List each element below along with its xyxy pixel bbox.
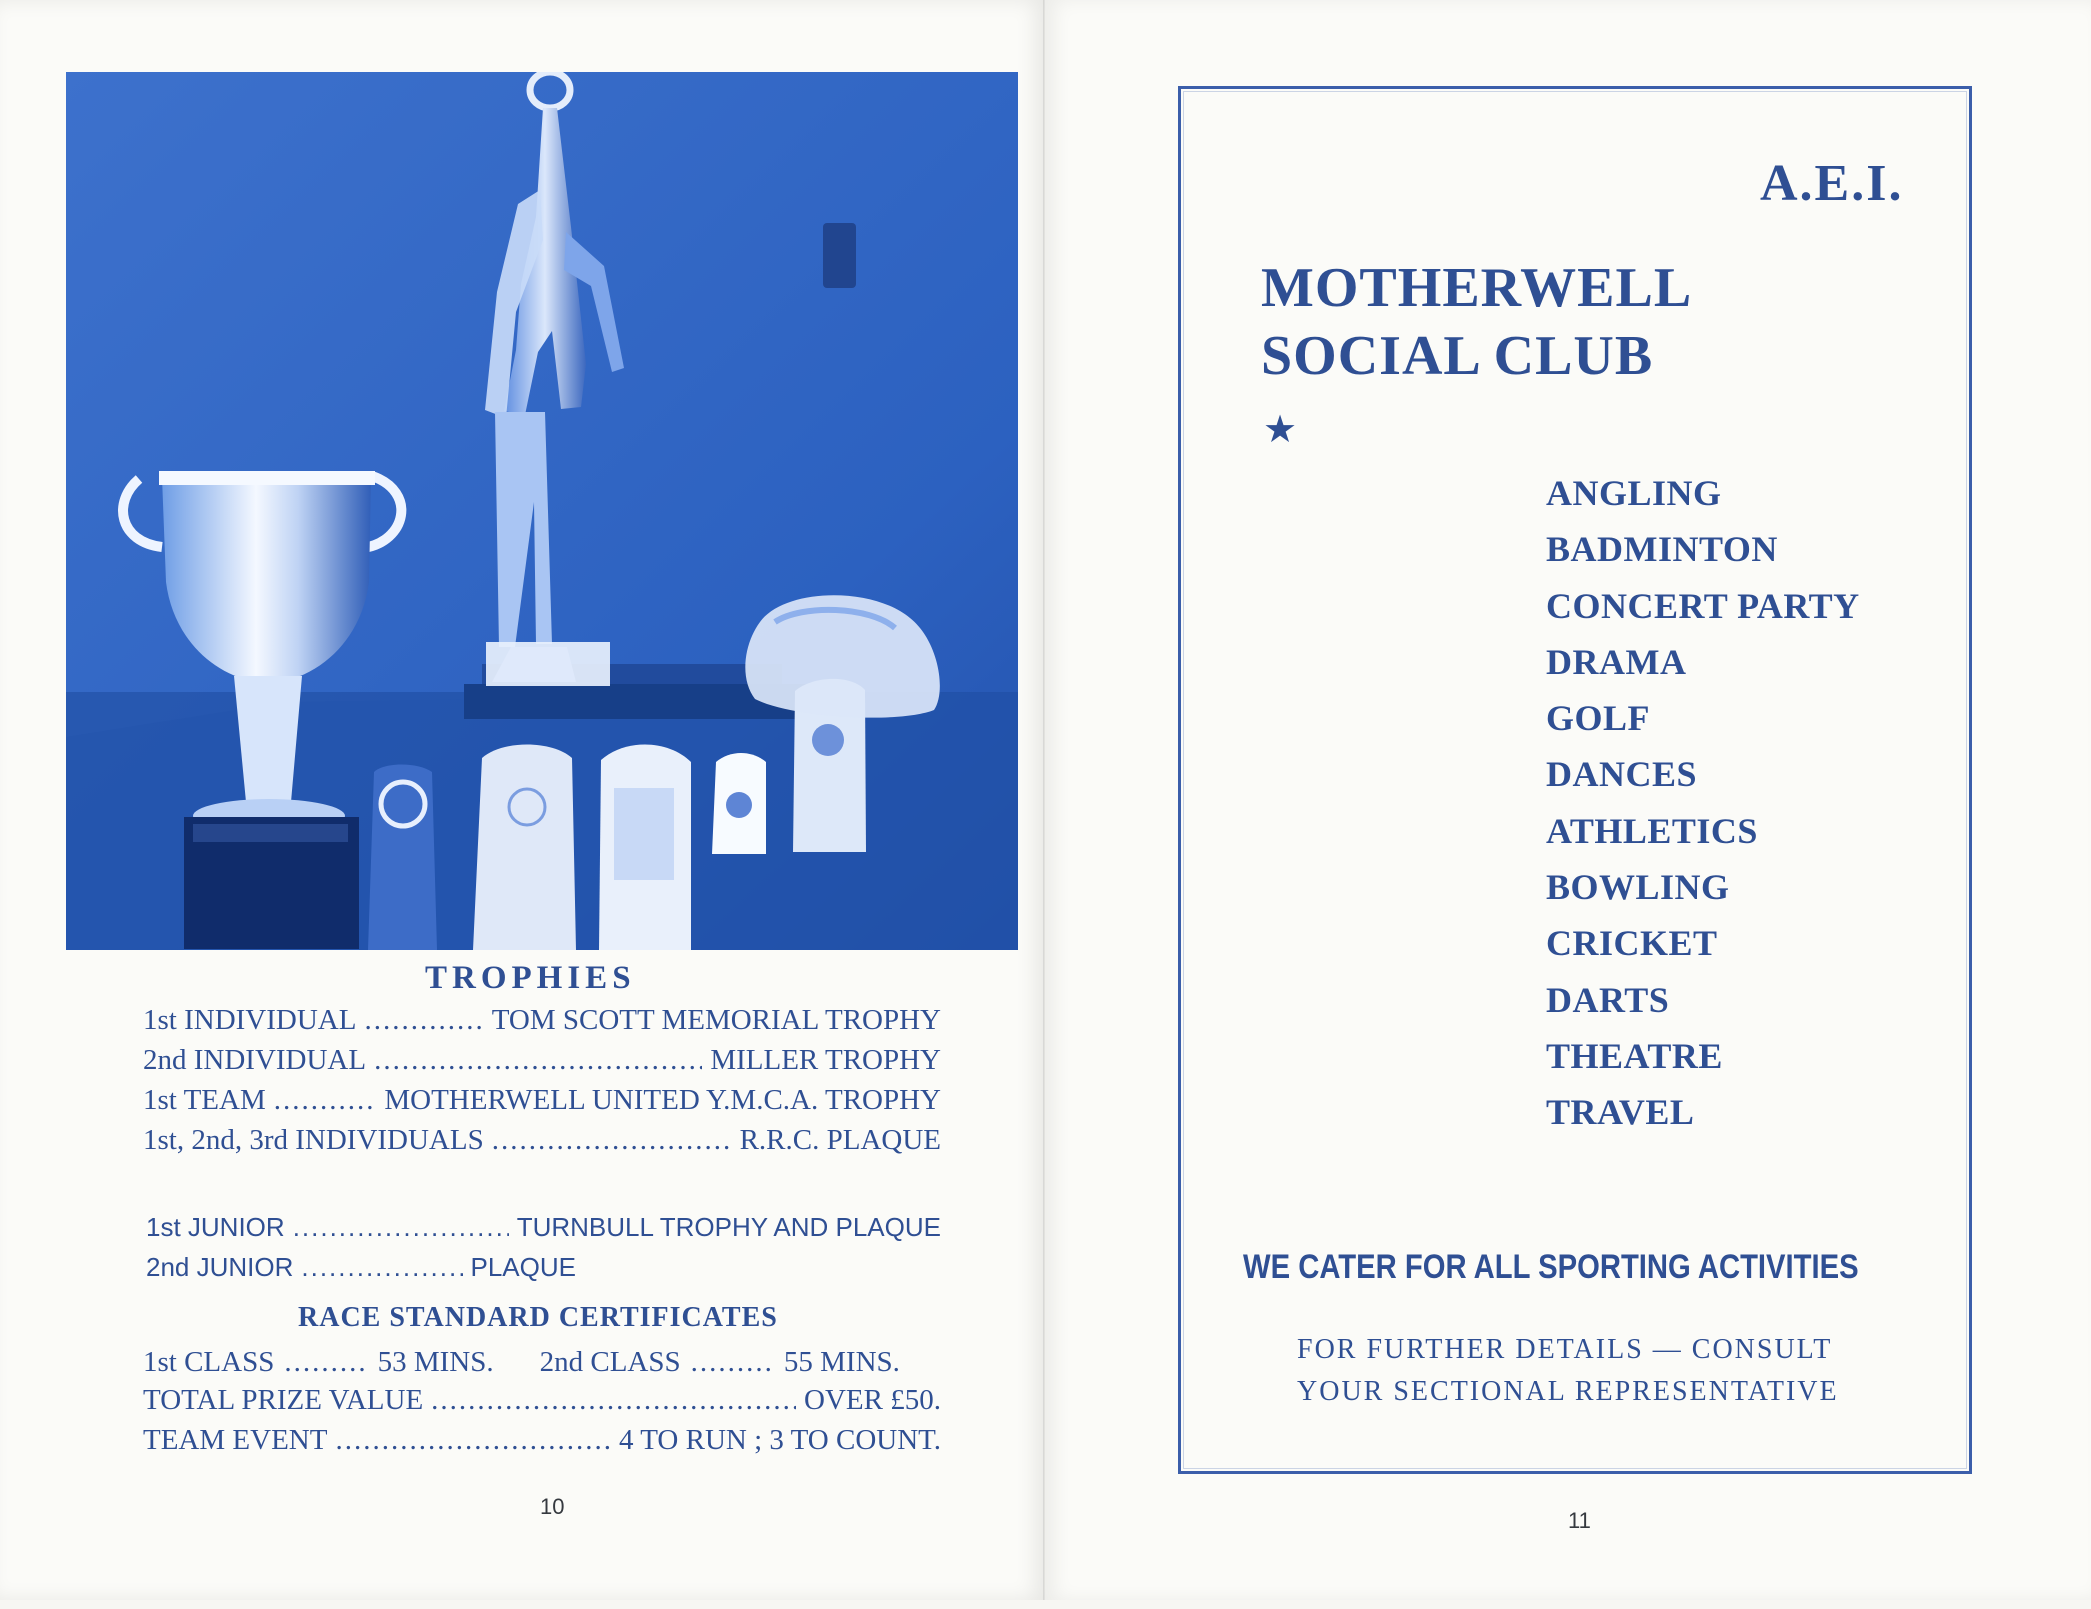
second-class-time: 55 MINS. xyxy=(783,1346,900,1378)
trophy-value: PLAQUE xyxy=(470,1252,576,1282)
trophies-heading: TROPHIES xyxy=(425,960,636,996)
left-page xyxy=(0,0,1045,1600)
activity-item: CRICKET xyxy=(1546,923,1718,964)
trophy-line-123-individuals xyxy=(143,1126,941,1155)
team-event-label: TEAM EVENT xyxy=(143,1424,328,1456)
second-class-dots: ......... xyxy=(690,1346,774,1378)
trophy-value: MILLER TROPHY xyxy=(710,1044,941,1076)
trophy-value: R.R.C. PLAQUE xyxy=(739,1124,941,1156)
sporting-activities-line: WE CATER FOR ALL SPORTING ACTIVITIES xyxy=(1243,1248,1859,1286)
activity-item: DRAMA xyxy=(1546,641,1687,682)
leader-dots xyxy=(431,1386,796,1415)
activities-list xyxy=(1546,472,1860,1148)
details-line-2: YOUR SECTIONAL REPRESENTATIVE xyxy=(1297,1376,1839,1407)
second-class-label: 2nd CLASS xyxy=(539,1346,681,1378)
leader-dots xyxy=(301,1254,462,1280)
team-event-line xyxy=(143,1426,941,1455)
trophy-label: 2nd INDIVIDUAL xyxy=(143,1044,367,1076)
first-class-label: 1st CLASS xyxy=(143,1346,275,1378)
activity-item: BOWLING xyxy=(1546,867,1730,908)
trophy-label: 1st JUNIOR xyxy=(146,1212,285,1242)
page-number-right: 11 xyxy=(1568,1508,1591,1533)
activity-item: ATHLETICS xyxy=(1546,810,1758,851)
certificates-line xyxy=(143,1346,941,1379)
trophies-photo xyxy=(66,72,1018,950)
race-standard-heading: RACE STANDARD CERTIFICATES xyxy=(298,1302,778,1333)
trophy-line-2nd-individual xyxy=(143,1046,941,1075)
trophy-line-1st-individual xyxy=(143,1006,941,1035)
trophies-illustration xyxy=(66,72,1018,950)
trophy-line-1st-junior xyxy=(146,1214,941,1240)
leader-dots xyxy=(374,1046,702,1075)
leader-dots xyxy=(335,1426,611,1455)
total-prize-line xyxy=(143,1386,941,1415)
trophy-label: 1st INDIVIDUAL xyxy=(143,1004,357,1036)
details-line-1: FOR FURTHER DETAILS — CONSULT xyxy=(1297,1334,1833,1365)
activity-item: DANCES xyxy=(1546,754,1698,795)
trophy-value: TURNBULL TROPHY AND PLAQUE xyxy=(516,1212,941,1242)
team-event-value: 4 TO RUN ; 3 TO COUNT. xyxy=(619,1424,941,1456)
first-class-dots: ......... xyxy=(284,1346,368,1378)
club-name-line-1: MOTHERWELL xyxy=(1261,257,1693,319)
trophy-label: 1st TEAM xyxy=(143,1084,266,1116)
activity-item: DARTS xyxy=(1546,979,1670,1020)
activity-item: GOLF xyxy=(1546,698,1651,739)
page-number-left: 10 xyxy=(540,1494,565,1519)
total-prize-label: TOTAL PRIZE VALUE xyxy=(143,1384,424,1416)
leader-dots xyxy=(293,1214,509,1240)
trophy-label: 2nd JUNIOR xyxy=(146,1252,294,1282)
trophy-value: MOTHERWELL UNITED Y.M.C.A. TROPHY xyxy=(384,1084,941,1116)
leader-dots xyxy=(274,1086,377,1115)
aei-brand: A.E.I. xyxy=(1760,155,1904,212)
leader-dots xyxy=(364,1006,483,1035)
activity-item: THEATRE xyxy=(1546,1035,1723,1076)
trophy-line-1st-team xyxy=(143,1086,941,1115)
activity-item: BADMINTON xyxy=(1546,529,1778,570)
star-icon: ★ xyxy=(1263,407,1298,451)
trophy-label: 1st, 2nd, 3rd INDIVIDUALS xyxy=(143,1124,484,1156)
first-class-time: 53 MINS. xyxy=(377,1346,494,1378)
activity-item: TRAVEL xyxy=(1546,1092,1695,1133)
total-prize-value: OVER £50. xyxy=(804,1384,941,1416)
leader-dots xyxy=(492,1126,732,1155)
activity-item: ANGLING xyxy=(1546,473,1722,513)
trophy-value: TOM SCOTT MEMORIAL TROPHY xyxy=(491,1004,941,1036)
trophy-line-2nd-junior xyxy=(146,1254,576,1280)
club-name-line-2: SOCIAL CLUB xyxy=(1261,325,1654,387)
activity-item: CONCERT PARTY xyxy=(1546,585,1860,626)
